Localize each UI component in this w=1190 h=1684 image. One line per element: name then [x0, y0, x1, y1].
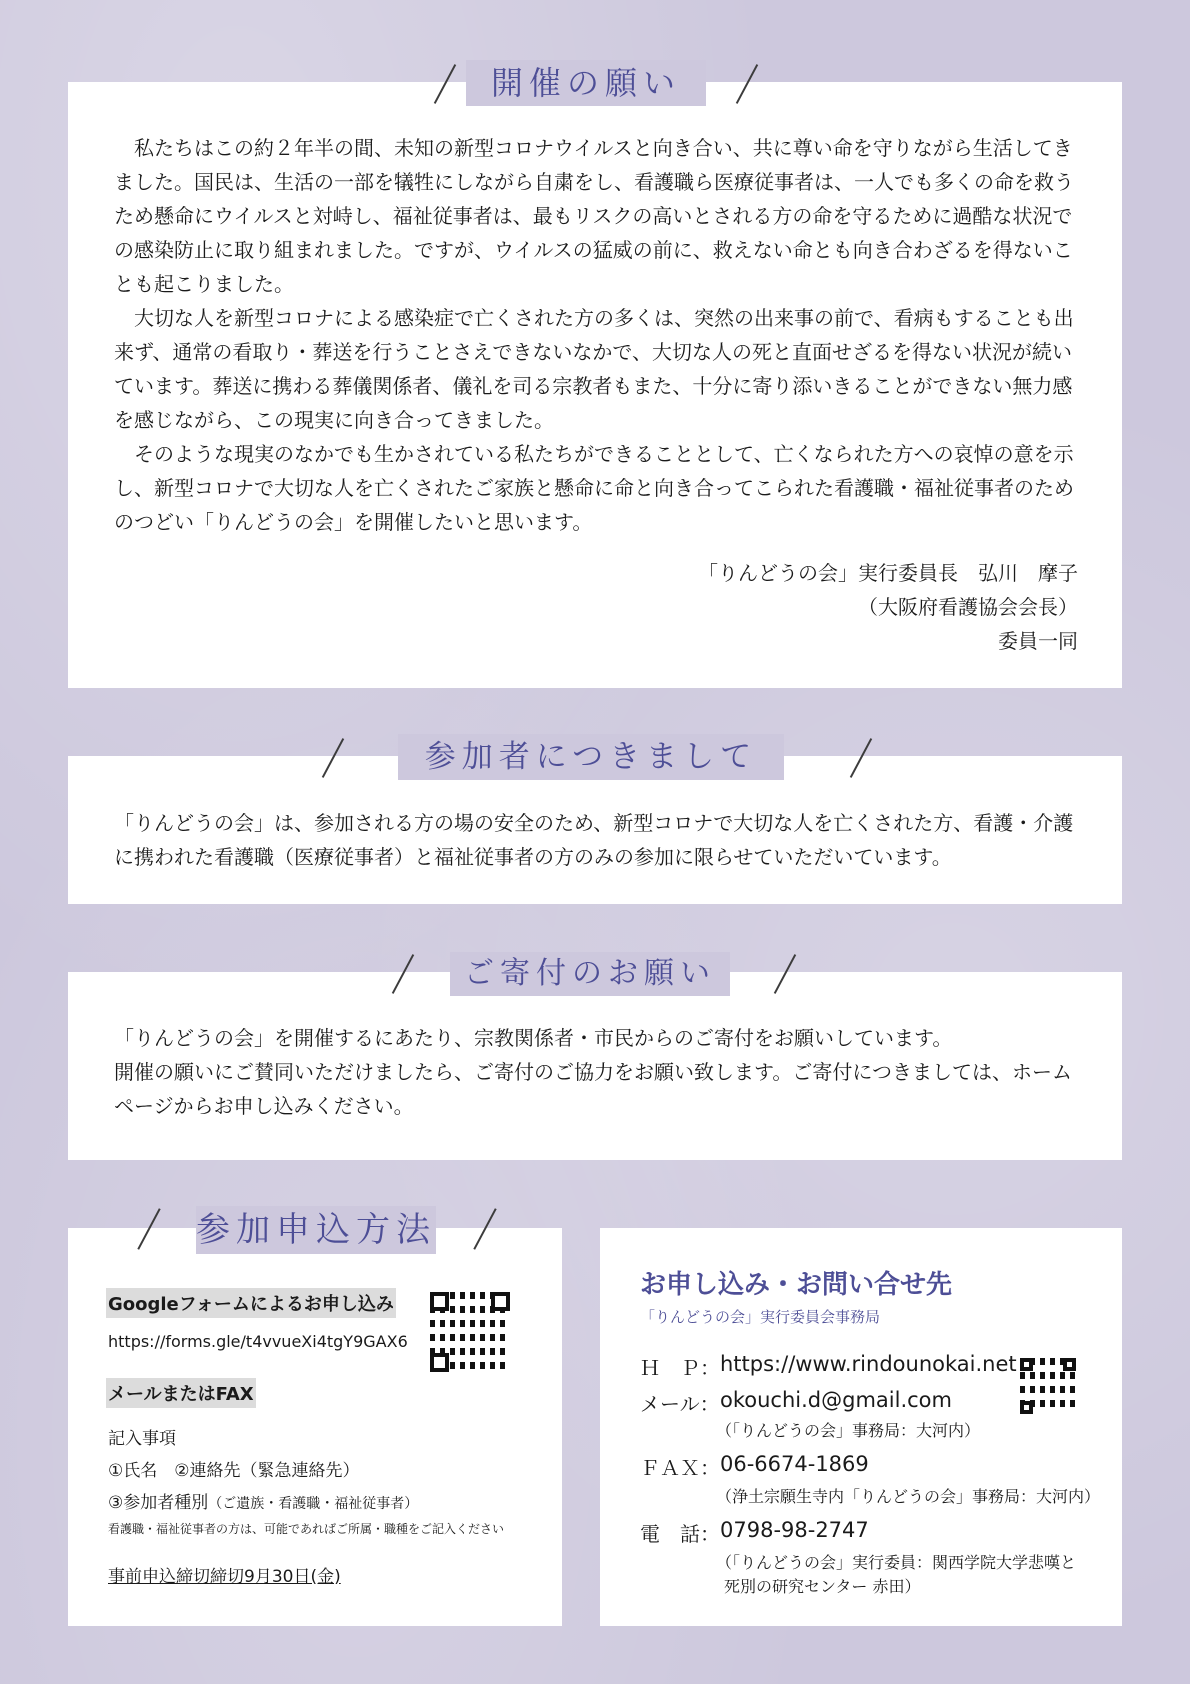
tel-label: 電 話： [640, 1522, 720, 1546]
mail-note: （「りんどうの会」事務局：大河内） [716, 1421, 981, 1440]
google-form-qr-code[interactable] [430, 1292, 510, 1372]
hp-label: Ｈ Ｐ： [640, 1356, 720, 1380]
google-form-url[interactable]: https://forms.gle/t4vvueXi4tgY9GAX6 [108, 1332, 408, 1351]
purpose-paragraph-2: 大切な人を新型コロナによる感染症で亡くされた方の多くは、突然の出来事の前で、看病もすることも出来ず、通常の看取り・葬送を行うことさえできないなかで、大切な人の死と直面せざるを得ない状況が続いています。葬送に携わる葬儀関係者、儀礼を司る宗教者もまた、十分に寄り添いきることができない無力感を感じながら、この現実に向き合ってきました。 [114, 306, 1074, 432]
items-line-1: ①氏名 ②連絡先（緊急連絡先） [108, 1461, 360, 1481]
donation-line-2: 開催の願いにご賛同いただけましたら、ご寄付のご協力をお願い致します。ご寄付につきましては、ホームページからお申し込みください。 [114, 1060, 1072, 1118]
items-title: 記入事項 [108, 1429, 176, 1449]
tel-note-2: 死別の研究センター 赤田） [724, 1577, 921, 1596]
homepage-qr-code[interactable] [1020, 1358, 1076, 1414]
mail-label: メール： [640, 1392, 720, 1416]
google-form-label: Googleフォームによるお申し込み [106, 1288, 396, 1318]
mail-address[interactable]: okouchi.d@gmail.com [720, 1388, 952, 1412]
participants-text: 「りんどうの会」は、参加される方の場の安全のため、新型コロナで大切な人を亡くされた方、看護・介護に携われた看護職（医療従事者）と福祉従事者の方のみの参加に限らせていただいています。 [114, 811, 1074, 869]
items-line-2-main: ③参加者種別 [108, 1493, 209, 1513]
deadline: 事前申込締切締切9月30日(金) [108, 1567, 341, 1587]
apply-heading: 参加申込方法 [196, 1206, 436, 1254]
signature-affiliation: （大阪府看護協会会長） [858, 595, 1078, 619]
signature-committee: 委員一同 [998, 629, 1078, 653]
tel-number: 0798-98-2747 [720, 1518, 869, 1542]
donation-heading: ご寄付のお願い [450, 952, 730, 996]
purpose-heading: 開催の願い [466, 60, 706, 106]
purpose-paragraph-3: そのような現実のなかでも生かされている私たちができることとして、亡くなられた方への哀悼の意を示し、新型コロナで大切な人を亡くされたご家族と懸命に命と向き合ってこられた看護職・福祉従事者のためのつどい「りんどうの会」を開催したいと思います。 [114, 442, 1074, 534]
signature-chair: 「りんどうの会」実行委員長 弘川 摩子 [698, 561, 1078, 585]
donation-line-1: 「りんどうの会」を開催するにあたり、宗教関係者・市民からのご寄付をお願いしています。 [114, 1026, 953, 1050]
items-note: 看護職・福祉従事者の方は、可能であればご所属・職種をご記入ください [108, 1522, 505, 1536]
participants-heading: 参加者につきまして [398, 734, 784, 780]
hp-url[interactable]: https://www.rindounokai.net [720, 1352, 1017, 1376]
fax-note: （浄土宗願生寺内「りんどうの会」事務局：大河内） [716, 1487, 1101, 1506]
items-line-2 [108, 1488, 418, 1513]
mail-fax-label: メールまたはFAX [106, 1378, 256, 1408]
items-line-2-sub: （ご遺族・看護職・福祉従事者） [208, 1496, 419, 1512]
fax-label: ＦＡＸ： [640, 1456, 720, 1480]
contact-subtitle: 「りんどうの会」実行委員会事務局 [640, 1308, 881, 1326]
fax-number: 06-6674-1869 [720, 1452, 869, 1476]
tel-note-1: （「りんどうの会」実行委員：関西学院大学悲嘆と [716, 1553, 1077, 1572]
purpose-paragraph-1: 私たちはこの約２年半の間、未知の新型コロナウイルスと向き合い、共に尊い命を守りながら生活してきました。国民は、生活の一部を犠牲にしながら自粛をし、看護職ら医療従事者は、一人でも多くの命を救うため懸命にウイルスと対峙し、福祉従事者は、最もリスクの高いとされる方の命を守るために過酷な状況での感染防止に取り組まれました。ですが、ウイルスの猛威の前に、救えない命とも向き合わざるを得ないことも起こりました。 [114, 136, 1074, 296]
contact-title: お申し込み・お問い合せ先 [640, 1270, 953, 1300]
